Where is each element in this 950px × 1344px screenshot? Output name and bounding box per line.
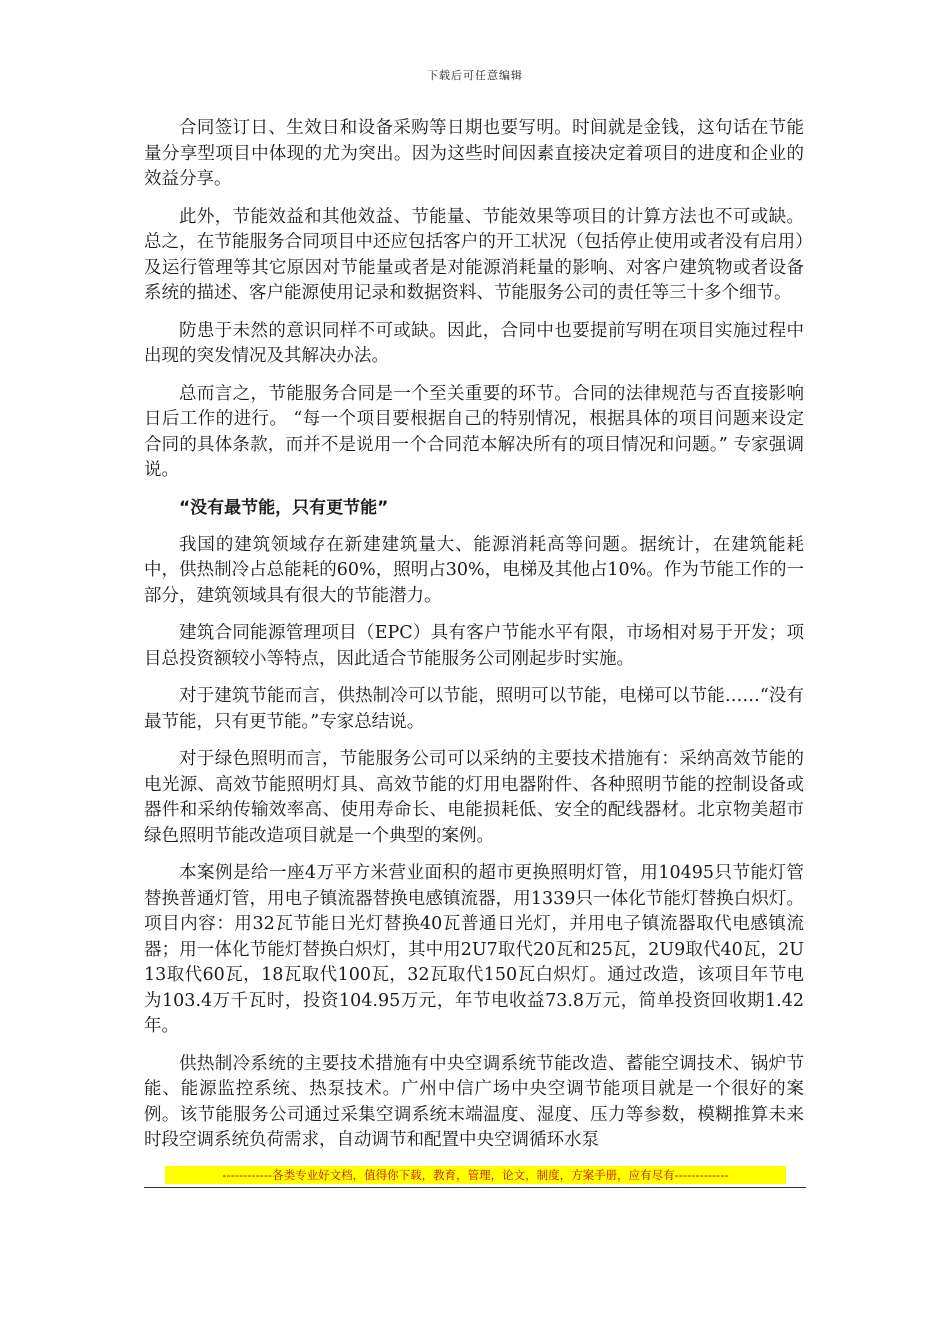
footer-banner: ------------各类专业好文档，值得你下载，教育，管理，论文，制度，方案手册，应有尽有-------------	[165, 1166, 786, 1184]
paragraph: 合同签订日、生效日和设备采购等日期也要写明。时间就是金钱，这句话在节能量分享型项目中体现的尤为突出。因为这些时间因素直接决定着项目的进度和企业的效益分享。	[144, 118, 804, 189]
footer-divider	[144, 1187, 806, 1188]
document-body	[144, 116, 804, 1166]
paragraph: 对于绿色照明而言，节能服务公司可以采纳的主要技术措施有：采纳高效节能的电光源、高效节能照明灯具、高效节能的灯用电器附件、各种照明节能的控制设备或器件和采纳传输效率高、使用寿命长、电能损耗低、安全的配线器材。北京物美超市绿色照明节能改造项目就是一个典型的案例。	[144, 749, 804, 846]
paragraph: 总而言之，节能服务合同是一个至关重要的环节。合同的法律规范与否直接影响日后工作的进行。 “每一个项目要根据自己的特别情况，根据具体的项目问题来设定合同的具体条款，而并不是说用一个合同范本解决所有的项目情况和问题。” 专家强调说。	[144, 383, 804, 480]
paragraph: 本案例是给一座4万平方米营业面积的超市更换照明灯管，用10495只节能灯管替换普通灯管，用电子镇流器替换电感镇流器，用1339只一体化节能灯替换白炽灯。项目内容：用32瓦节能日光灯替换40瓦普通日光灯，并用电子镇流器取代电感镇流器；用一体化节能灯替换白炽灯，其中用2U7取代20瓦和25瓦，2U9取代40瓦，2U13取代60瓦，18瓦取代100瓦，32瓦取代150瓦白炽灯。通过改造，该项目年节电为103.4万千瓦时，投资104.95万元，年节电收益73.8万元，简单投资回收期1.42年。	[144, 863, 804, 1036]
paragraph: 对于建筑节能而言，供热制冷可以节能，照明可以节能，电梯可以节能……“没有最节能，只有更节能。”专家总结说。	[144, 686, 804, 732]
paragraph: 供热制冷系统的主要技术措施有中央空调系统节能改造、蓄能空调技术、锅炉节能、能源监控系统、热泵技术。广州中信广场中央空调节能项目就是一个很好的案例。该节能服务公司通过采集空调系统末端温度、湿度、压力等参数，模糊推算未来时段空调系统负荷需求，自动调节和配置中央空调循环水泵	[144, 1053, 804, 1150]
page-header: 下载后可任意编辑	[427, 69, 523, 82]
paragraph: 防患于未然的意识同样不可或缺。因此，合同中也要提前写明在项目实施过程中出现的突发情况及其解决办法。	[144, 320, 804, 366]
paragraph: 建筑合同能源管理项目（EPC）具有客户节能水平有限，市场相对易于开发；项目总投资额较小等特点，因此适合节能服务公司刚起步时实施。	[144, 623, 804, 669]
section-heading: “没有最节能，只有更节能”	[179, 497, 389, 518]
paragraph: 我国的建筑领域存在新建建筑量大、能源消耗高等问题。据统计，在建筑能耗中，供热制冷占总能耗的60%，照明占30%，电梯及其他占10%。作为节能工作的一部分，建筑领域具有很大的节能潜力。	[144, 534, 804, 606]
paragraph: 此外，节能效益和其他效益、节能量、节能效果等项目的计算方法也不可或缺。总之，在节能服务合同项目中还应包括客户的开工状况（包括停止使用或者没有启用）及运行管理等其它原因对节能量或者是对能源消耗量的影响、对客户建筑物或者设备系统的描述、客户能源使用记录和数据资料、节能服务公司的责任等三十多个细节。	[144, 206, 804, 303]
